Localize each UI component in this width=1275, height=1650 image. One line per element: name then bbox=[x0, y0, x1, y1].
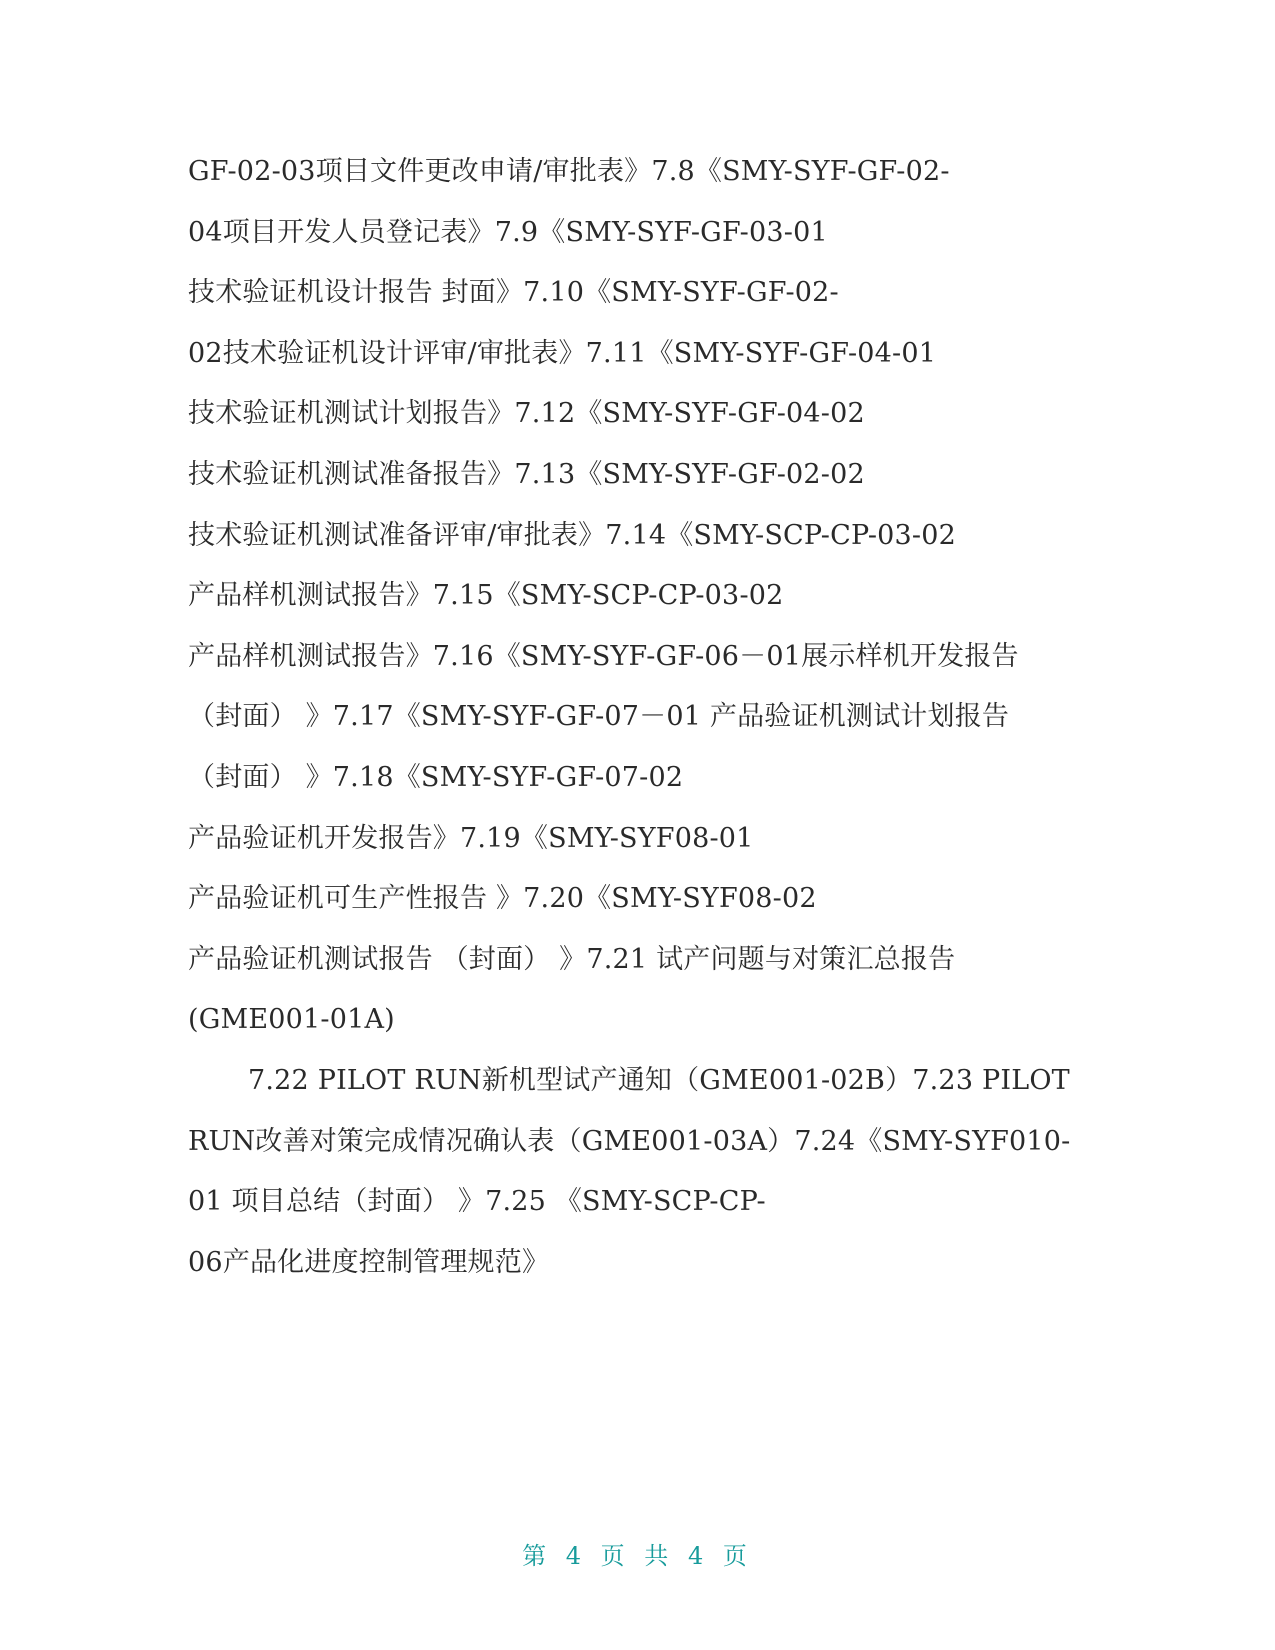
text-line: 01 项目总结（封面） 》7.25 《SMY-SCP-CP- bbox=[188, 1186, 766, 1218]
text-line: 06产品化进度控制管理规范》 bbox=[188, 1246, 550, 1278]
text-line: 02技术验证机设计评审/审批表》7.11《SMY-SYF-GF-04-01 bbox=[188, 337, 937, 369]
document-body bbox=[188, 142, 1088, 1293]
text-line: RUN改善对策完成情况确认表（GME001-03A）7.24《SMY-SYF010- bbox=[188, 1125, 1071, 1157]
paragraph-start-line: 7.22 PILOT RUN新机型试产通知（GME001-02B）7.23 PILOT bbox=[248, 1064, 1070, 1096]
text-line: 产品验证机测试报告 （封面） 》7.21 试产问题与对策汇总报告 bbox=[188, 943, 956, 975]
page-number-footer: 第 4 页 共 4 页 bbox=[522, 1542, 753, 1570]
text-line: 产品验证机开发报告》7.19《SMY-SYF08-01 bbox=[188, 822, 754, 854]
text-line: 技术验证机测试计划报告》7.12《SMY-SYF-GF-04-02 bbox=[188, 398, 865, 430]
text-line: GF-02-03项目文件更改申请/审批表》7.8《SMY-SYF-GF-02- bbox=[188, 156, 950, 187]
text-line: 产品样机测试报告》7.15《SMY-SCP-CP-03-02 bbox=[188, 580, 784, 612]
text-line: （封面） 》7.17《SMY-SYF-GF-07－01 产品验证机测试计划报告 bbox=[188, 701, 1010, 733]
text-line: (GME001-01A) bbox=[188, 1004, 395, 1036]
text-line: 产品验证机可生产性报告 》7.20《SMY-SYF08-02 bbox=[188, 883, 817, 915]
text-line: （封面） 》7.18《SMY-SYF-GF-07-02 bbox=[188, 761, 684, 793]
text-line: 技术验证机测试准备评审/审批表》7.14《SMY-SCP-CP-03-02 bbox=[188, 519, 957, 551]
text-line: 技术验证机测试准备报告》7.13《SMY-SYF-GF-02-02 bbox=[188, 458, 865, 490]
text-line: 技术验证机设计报告 封面》7.10《SMY-SYF-GF-02- bbox=[188, 277, 839, 309]
text-line: 04项目开发人员登记表》7.9《SMY-SYF-GF-03-01 bbox=[188, 216, 828, 248]
text-line: 产品样机测试报告》7.16《SMY-SYF-GF-06－01展示样机开发报告 bbox=[188, 640, 1019, 672]
